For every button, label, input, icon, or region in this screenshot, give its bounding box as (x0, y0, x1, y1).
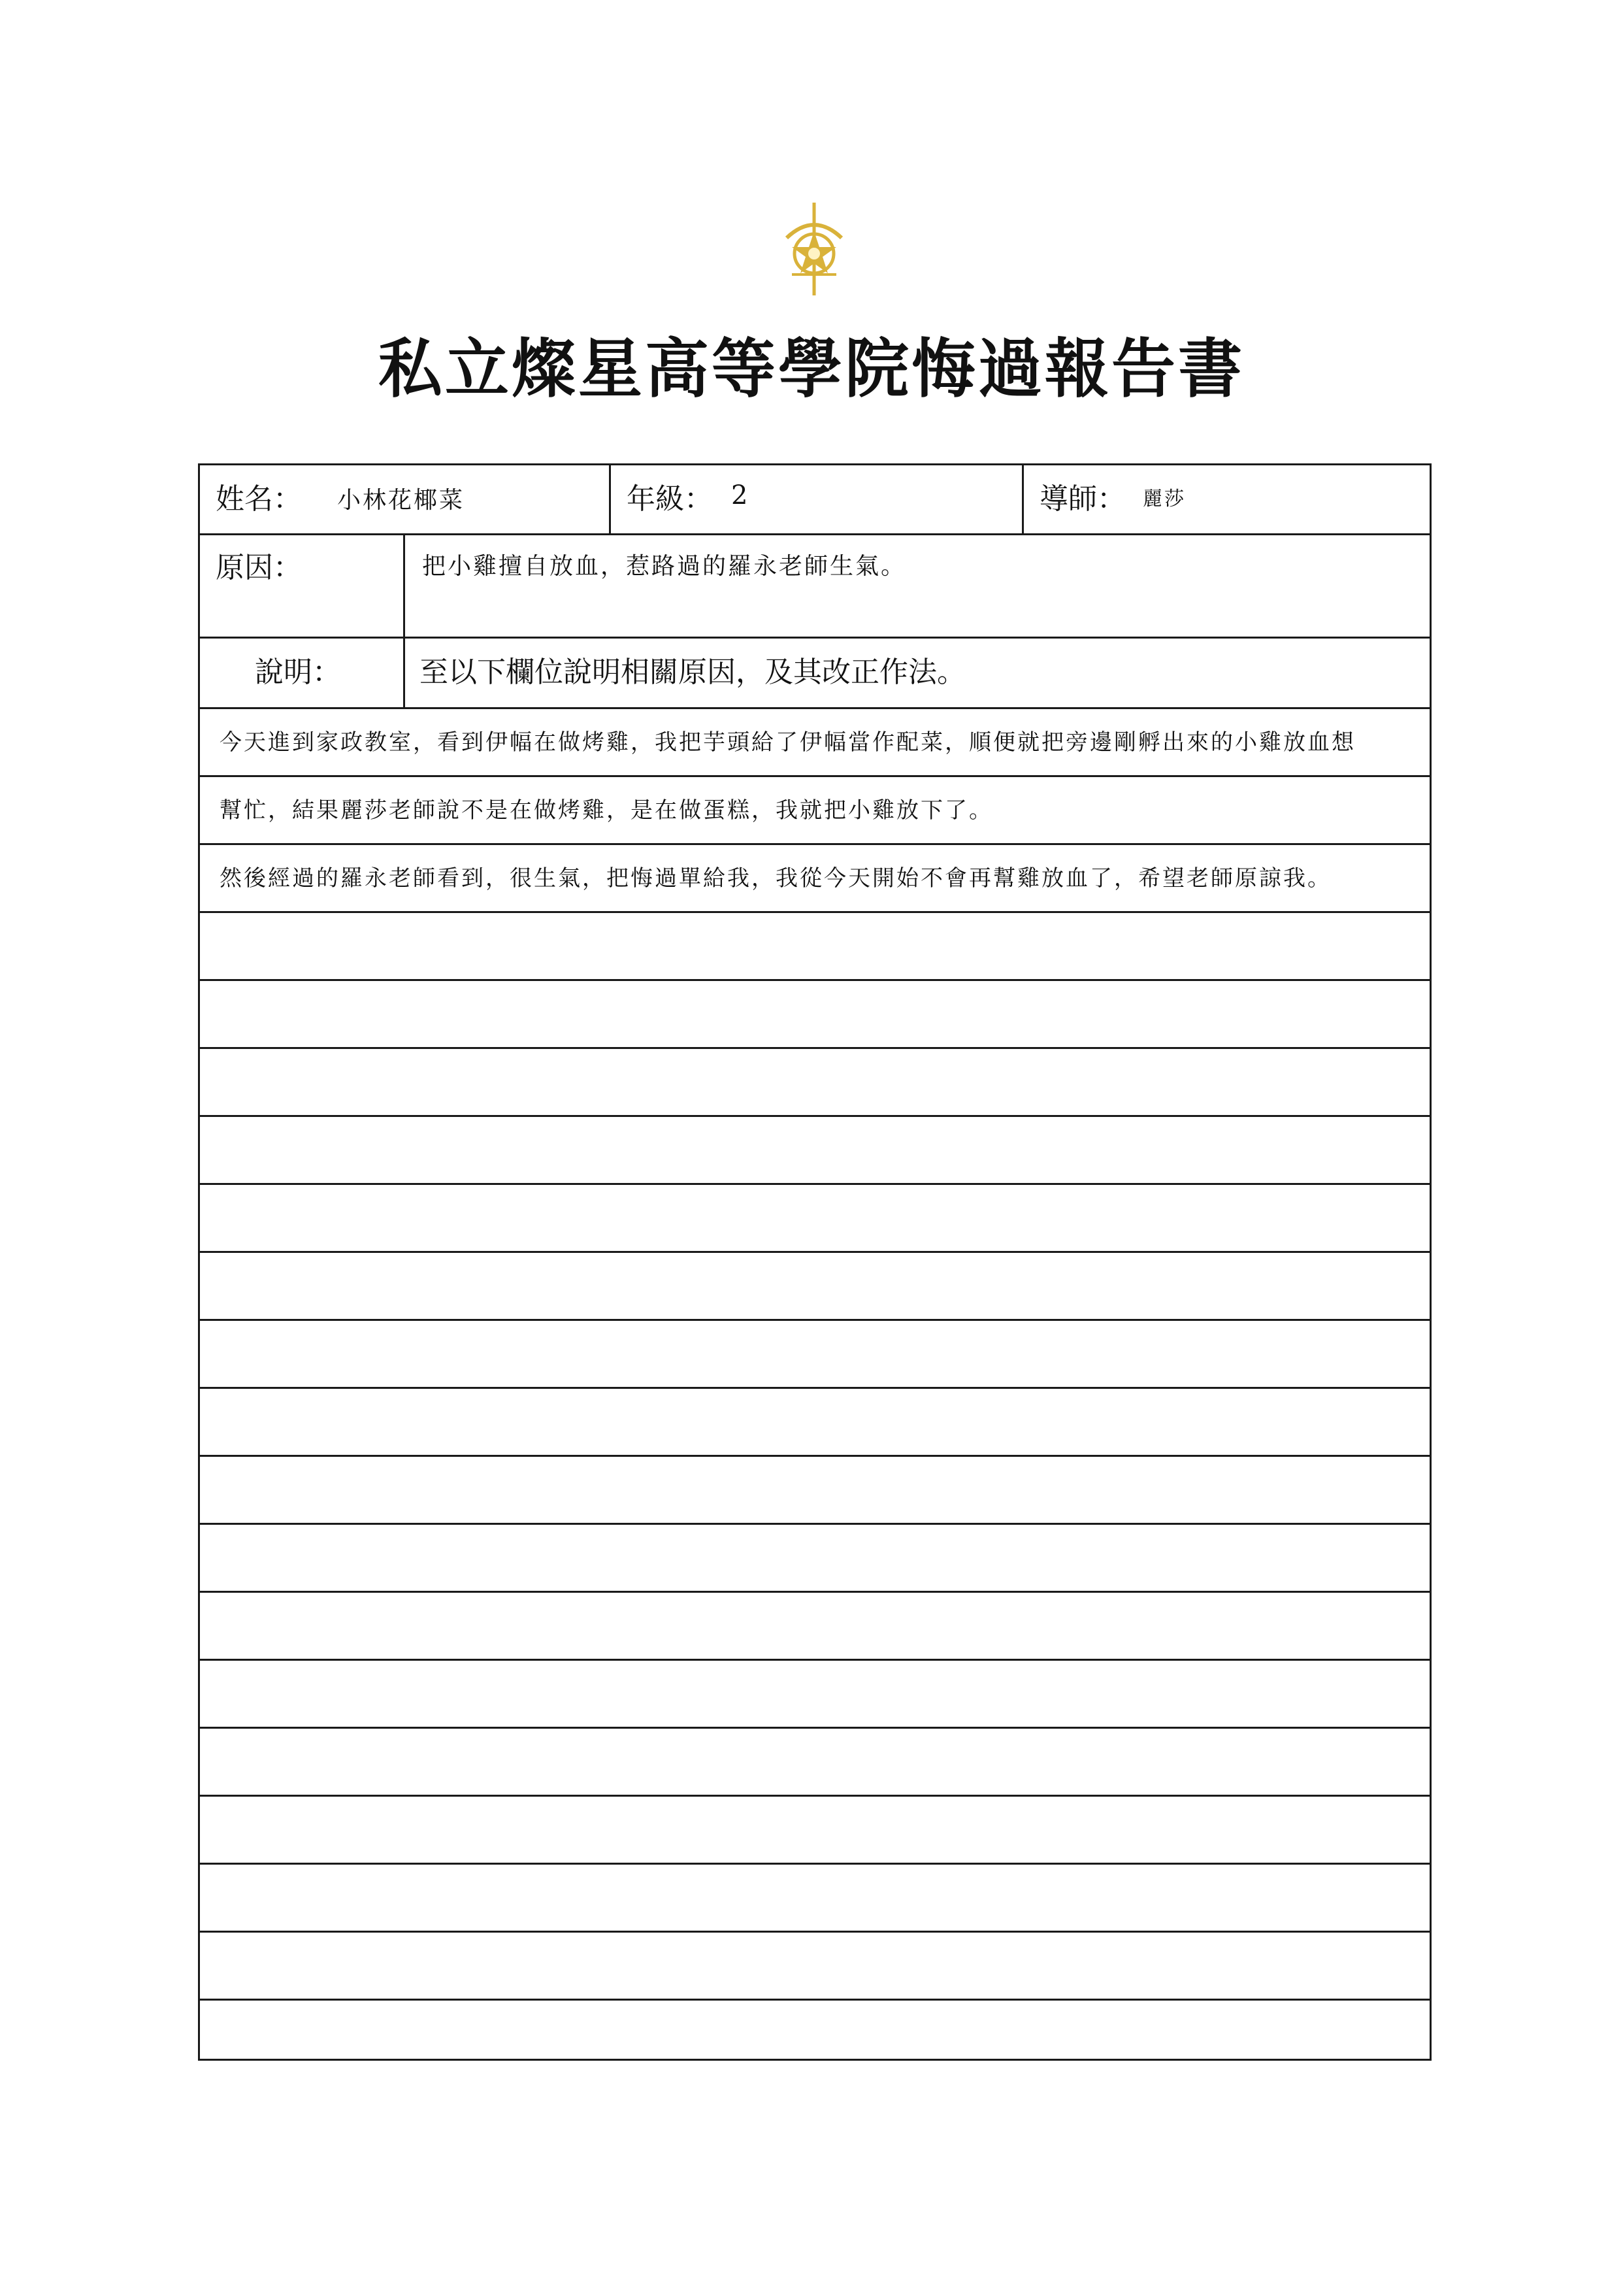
reason-field[interactable] (403, 535, 1430, 637)
reason-row (200, 533, 1430, 637)
writing-line[interactable] (200, 1387, 1430, 1455)
writing-line[interactable] (200, 1659, 1430, 1727)
tutor-field[interactable] (1022, 465, 1430, 533)
writing-line[interactable] (200, 707, 1430, 775)
writing-line[interactable] (200, 1115, 1430, 1183)
writing-line[interactable] (200, 1183, 1430, 1251)
header-row (200, 465, 1430, 533)
name-field[interactable] (200, 465, 609, 533)
grade-label: 年級： (627, 482, 713, 516)
reason-label: 原因： (216, 551, 302, 584)
name-value: 小林花椰菜 (337, 487, 465, 514)
reason-label-cell (200, 535, 403, 637)
writing-line[interactable] (200, 979, 1430, 1047)
explain-row (200, 637, 1430, 707)
writing-line[interactable] (200, 1455, 1430, 1523)
writing-line[interactable] (200, 1047, 1430, 1115)
writing-line[interactable] (200, 1999, 1430, 2059)
writing-line-text: 幫忙，結果麗莎老師說不是在做烤雞，是在做蛋糕，我就把小雞放下了。 (220, 797, 993, 824)
writing-line-text: 然後經過的羅永老師看到，很生氣，把悔過單給我，我從今天開始不會再幫雞放血了，希望老師原諒我。 (220, 865, 1332, 891)
writing-line[interactable] (200, 843, 1430, 911)
tutor-value: 麗莎 (1143, 488, 1186, 510)
explain-label: 說明： (255, 656, 341, 689)
explain-label-cell (200, 639, 403, 707)
writing-line[interactable] (200, 1319, 1430, 1387)
writing-line[interactable] (200, 1591, 1430, 1659)
writing-line-text: 今天進到家政教室，看到伊幅在做烤雞，我把芋頭給了伊幅當作配菜，順便就把旁邊剛孵出來的小雞放血想 (220, 729, 1356, 756)
writing-line[interactable] (200, 775, 1430, 843)
writing-line[interactable] (200, 911, 1430, 979)
form-title: 私立燦星高等學院悔過報告書 (378, 332, 1245, 407)
writing-line[interactable] (200, 1727, 1430, 1795)
writing-line[interactable] (200, 1523, 1430, 1591)
report-form (198, 463, 1432, 2061)
school-emblem-icon (772, 197, 856, 302)
writing-line[interactable] (200, 1795, 1430, 1863)
writing-line[interactable] (200, 1931, 1430, 1999)
grade-field[interactable] (609, 465, 1022, 533)
writing-line[interactable] (200, 1251, 1430, 1319)
explain-instruction-cell (403, 639, 1430, 707)
grade-value: 2 (731, 480, 750, 510)
explain-instruction: 至以下欄位說明相關原因，及其改正作法。 (419, 656, 966, 689)
writing-line[interactable] (200, 1863, 1430, 1931)
name-label: 姓名： (216, 482, 302, 516)
reason-value: 把小雞擅自放血，惹路過的羅永老師生氣。 (422, 553, 907, 580)
tutor-label: 導師： (1040, 482, 1126, 516)
